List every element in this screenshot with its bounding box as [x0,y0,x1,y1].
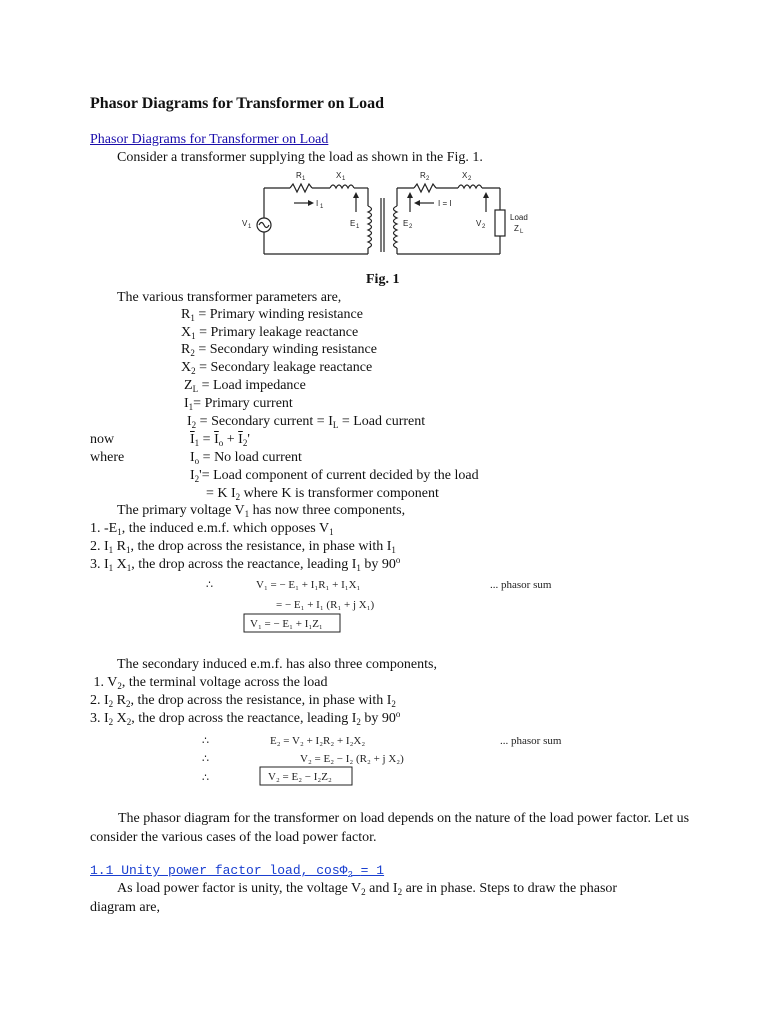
param-zl: $Z_L$ = Load impedance [184,378,306,394]
param-x2: $X_2$ = Secondary leakage reactance [181,360,373,376]
primary-item-3: 3. $I_1$ $X_1$, the drop across the reactance, leading $I_1$ by 90$^o$ [90,555,401,573]
svg-text:2: 2 [409,224,413,230]
eq1-line1: V₁ = − E₁ + I₁R₁ + I₁X₁ [256,579,361,591]
therefore-symbol: ∴ [206,579,213,591]
primary-intro: The primary voltage $V_1$ has now three components, [117,503,406,519]
label-r2: R [420,171,426,180]
figure-caption: Fig. 1 [366,272,400,287]
label-i2-il: I = I [438,199,452,208]
transformer-circuit-diagram [238,168,538,268]
param-i1: $I_1=$ Primary current [184,396,293,412]
secondary-item-2: 2. $I_2$ $R_2$, the drop across the resistance, in phase with $I_2$ [90,693,396,709]
label-zl: Z [514,224,519,233]
svg-text:1: 1 [356,224,360,230]
svg-text:2: 2 [482,224,486,230]
param-k: = K $I_2$ where K is transformer component [206,486,439,502]
eq2-note: ... phasor sum [500,735,562,747]
label-e1: E [350,219,356,228]
secondary-equation-block [196,730,576,788]
param-x1: $X_1$ = Primary leakage reactance [181,325,359,341]
secondary-item-1: 1. $V_2$, the terminal voltage across the load [93,675,328,691]
svg-text:L: L [520,229,524,235]
label-load: Load [510,213,528,222]
param-r2: $R_2$ = Secondary winding resistance [181,342,377,358]
eq2-line1: E₂ = V₂ + I₂R₂ + I₂X₂ [270,735,366,747]
label-e2: E [403,219,409,228]
label-v1: V [242,219,248,228]
eq1-note: ... phasor sum [490,579,552,591]
section-link-text[interactable]: Phasor Diagrams for Transformer on Load [90,132,329,147]
eq2-line2: V₂ = E₂ − I₂ (R₂ + j X₂) [300,753,404,765]
svg-text:1: 1 [320,204,324,210]
secondary-intro: The secondary induced e.m.f. has also three components, [117,657,437,672]
param-i2prime: $I_2'=$ Load component of current decided by the load [190,468,479,484]
unity-paragraph-line2: diagram are, [90,900,160,915]
primary-item-2: 2. $I_1$ $R_1$, the drop across the resistance, in phase with $I_1$ [90,539,396,555]
page-title: Phasor Diagrams for Transformer on Load [90,95,385,112]
intro-text: Consider a transformer supplying the load as shown in the Fig. 1. [117,150,483,165]
params-intro: The various transformer parameters are, [117,290,342,305]
svg-text:1: 1 [342,176,346,182]
svg-text:1: 1 [248,224,252,230]
label-r1: R [296,171,302,180]
section-link[interactable] [90,132,328,148]
primary-item-1: 1. $-E_1$, the induced e.m.f. which opposes $V_1$ [90,521,334,537]
therefore-symbol-3: ∴ [202,772,209,784]
label-now: now [90,432,115,447]
svg-text:2: 2 [426,176,430,182]
primary-equation-block [200,574,560,636]
unity-paragraph-line1: As load power factor is unity, the voltage $V_2$ and $I_2$ are in phase. Steps to draw the phasor [117,881,618,897]
param-r1: $R_1$ = Primary winding resistance [181,307,363,323]
eq-now: $\overline{I}_1 = \overline{I}_o + \overline{I}_2'$ [190,432,250,448]
pf-paragraph: The phasor diagram for the transformer on load depends on the nature of the load power factor. Let us consider the various cases of the load power factor. [90,811,690,845]
label-x2: X [462,171,468,180]
param-i2: $I_2$ = Secondary current = $I_L$ = Load current [187,414,426,430]
label-v2: V [476,219,482,228]
param-io: $I_o = No$ load current [190,450,302,466]
label-x1: X [336,171,342,180]
eq1-line3: V₁ = − E₁ + I₁Z₁ [250,618,323,630]
label-where: where [90,450,125,465]
label-i1: I [316,199,319,208]
eq2-line3: V₂ = E₂ − I₂Z₂ [268,771,332,783]
eq1-line2: = − E₁ + I₁ (R₁ + j X₁) [276,599,375,611]
therefore-symbol-1: ∴ [202,735,209,747]
therefore-symbol-2: ∴ [202,753,209,765]
unity-pf-heading[interactable]: 1.1 Unity power factor load, cosΦ$_2$ = 1 [90,863,385,880]
svg-text:2: 2 [468,176,472,182]
svg-text:1: 1 [302,176,306,182]
secondary-item-3: 3. $I_2$ $X_2$, the drop across the reactance, leading $I_2$ by 90$^o$ [90,709,401,727]
